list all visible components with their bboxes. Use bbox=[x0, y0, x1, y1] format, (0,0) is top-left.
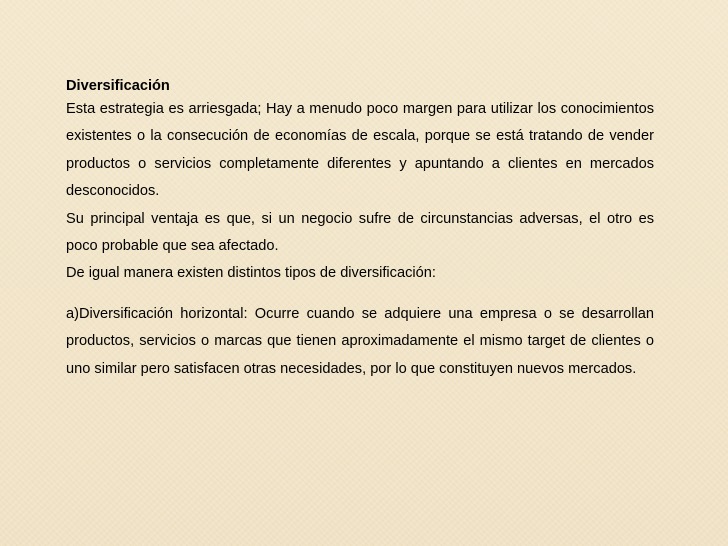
paragraph-spacer bbox=[66, 288, 654, 301]
paragraph-horizontal-diversification: a)Diversificación horizontal: Ocurre cuando se adquiere una empresa o se desarrollan productos, servicios o marcas que tienen aproximadamente el mismo target de clientes o uno similar pero satisfacen otras necesidades, por lo que constituyen nuevos mercados. bbox=[66, 305, 654, 377]
slide-content bbox=[66, 76, 654, 383]
paragraph-types-intro: De igual manera existen distintos tipos de diversificación: bbox=[66, 265, 436, 282]
section-heading: Diversificación bbox=[66, 78, 170, 94]
paragraph-risk: Esta estrategia es arriesgada; Hay a menudo poco margen para utilizar los conocimientos existentes o la consecución de economías de escala, porque se está tratando de vender productos o servicios completamente diferentes y apuntando a clientes en mercados desconocidos. bbox=[66, 101, 654, 200]
paragraph-advantage: Su principal ventaja es que, si un negocio sufre de circunstancias adversas, el otro es poco probable que sea afectado. bbox=[66, 210, 654, 255]
